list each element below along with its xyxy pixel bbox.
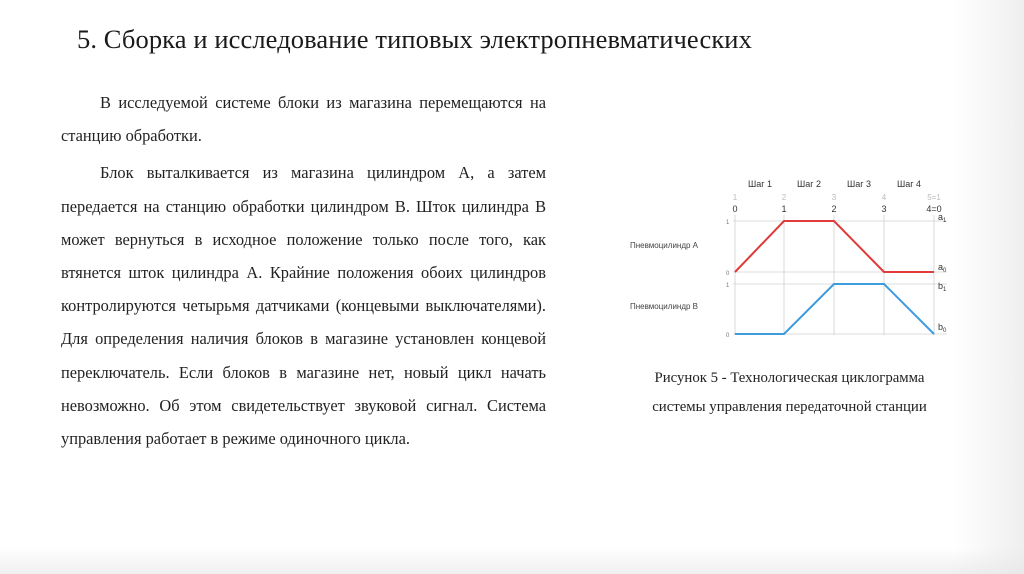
sensor-a0-label: $a_0$ [938, 262, 947, 274]
cyclogram-figure [612, 175, 967, 345]
top-number-2: 2 [781, 193, 787, 202]
caption-line-2: системы управления передаточной станции [652, 399, 927, 415]
cylinder-a-label: Пневмоцилиндр A [630, 241, 699, 250]
body-text [61, 86, 546, 455]
step-label-3: Шаг 3 [846, 179, 872, 189]
step-number-1: 1 [781, 204, 787, 214]
sensor-b1-label: $b_1$ [938, 281, 947, 293]
step-number-0: 0 [732, 204, 738, 214]
cylinder-b-level-zero: 0 [726, 333, 730, 339]
paragraph-2: Блок выталкивается из магазина цилиндром А, а затем передается на станцию обработки цилиндром В. Шток цилиндра В может вернуться в исходное положение только после того, как втянется шток цилиндра А. Крайние положения обоих цилиндров контролируются четырьмя датчиками (концевыми выключателями). Для определения наличия блоков в магазине установлен концевой переключатель. Если блоков в магазине нет, новый цикл начать невозможно. Об этом свидетельствует звуковой сигнал. Система управления работает в режиме одиночного цикла. [61, 163, 546, 449]
top-number-4: 4 [881, 193, 887, 202]
horizontal-gridlines [733, 221, 947, 334]
cylinder-b-label: Пневмоцилиндр B [630, 302, 699, 311]
top-number-5: 5=1 [927, 193, 941, 202]
step-number-4: 4=0 [926, 204, 942, 214]
cylinder-a-line [735, 221, 934, 272]
step-label-1: Шаг 1 [747, 179, 773, 189]
caption-line-1: Рисунок 5 - Технологическая циклограмма [654, 370, 925, 386]
vertical-gridlines [735, 215, 934, 335]
top-number-3: 3 [831, 193, 837, 202]
step-number-3: 3 [881, 204, 887, 214]
sensor-a1-label: $a_1$ [938, 212, 947, 224]
step-label-2: Шаг 2 [796, 179, 822, 189]
cylinder-a-level-one: 1 [726, 220, 730, 226]
step-number-2: 2 [831, 204, 837, 214]
slide-title: 5. Сборка и исследование типовых электропневматических [77, 24, 752, 54]
figure-caption [612, 364, 967, 422]
step-label-4: Шаг 4 [896, 179, 922, 189]
slide-shadow-bottom [0, 548, 1024, 574]
sensor-b0-label: $b_0$ [938, 322, 947, 334]
top-number-1: 1 [732, 193, 738, 202]
paragraph-1: В исследуемой системе блоки из магазина перемещаются на станцию обработки. [61, 93, 546, 146]
cylinder-a-level-zero: 0 [726, 271, 730, 277]
cylinder-b-level-one: 1 [726, 283, 730, 289]
cylinder-b-line [735, 284, 934, 334]
